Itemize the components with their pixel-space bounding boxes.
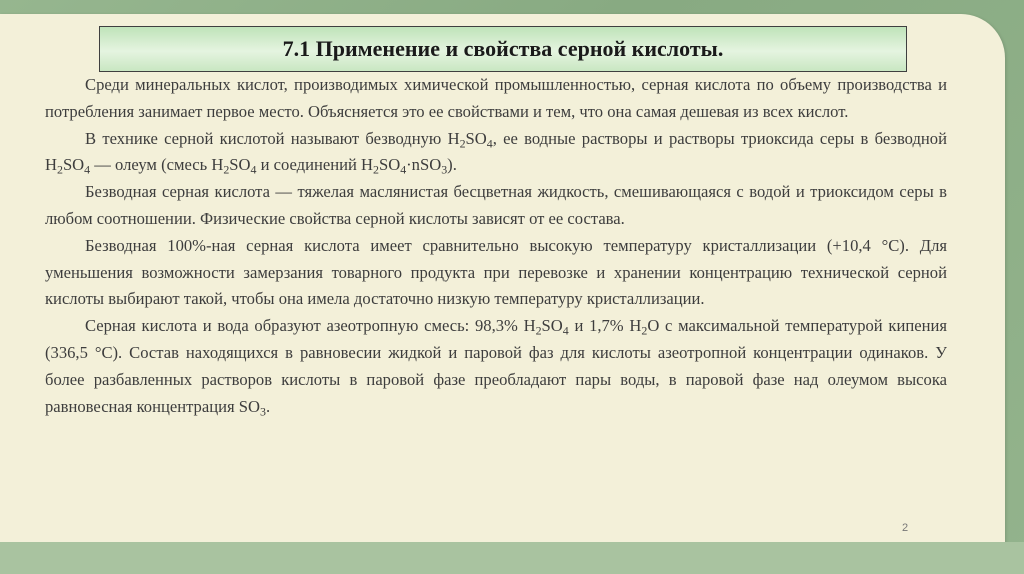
paragraph-5: [45, 313, 947, 420]
subscript: 2: [56, 162, 63, 177]
text-run: .: [265, 396, 271, 416]
text-run: и 1,7% H: [568, 316, 642, 336]
text-run: Серная кислота и вода образуют азеотропную смесь: 98,3% H: [85, 316, 536, 336]
subscript: 4: [250, 162, 257, 177]
bottom-band: [0, 542, 1024, 574]
subscript: 2: [641, 323, 648, 338]
slide-body: [45, 72, 947, 420]
text-run: , ее водные растворы и растворы триоксида серы в безводной H: [45, 128, 947, 175]
subscript: 4: [84, 162, 91, 177]
text-run: ).: [447, 155, 457, 175]
text-run: O с максимальной температурой кипения (336,5 °С). Состав находящихся в равновесии жидкой и паровой фаз для кислоты азеотропной концентрации одинаков. У более разбавленных растворов кислоты в паровой фазе преобладают пары воды, в паровой фазе над олеумом высока равновесная концентрация SO: [45, 316, 947, 416]
paragraph-4: Безводная 100%-ная серная кислота имеет сравнительно высокую температуру кристаллизации (+10,4 °С). Для уменьшения возможности замерзания товарного продукта при перевозке и хранении концентрацию технической серной кислоты выбирают такой, чтобы она имела достаточно низкую температуру кристаллизации.: [45, 235, 947, 309]
paragraph-2: [45, 126, 947, 180]
subscript: 2: [373, 162, 379, 177]
subscript: 4: [562, 323, 569, 338]
text-run: SO: [62, 155, 85, 175]
slide-title: 7.1 Применение и свойства серной кислоты.: [282, 36, 724, 61]
text-run: SO: [541, 316, 563, 336]
subscript: 3: [259, 404, 266, 419]
paragraph-1: Среди минеральных кислот, производимых химической промышленностью, серная кислота по объему производства и потребления занимает первое место. Объясняется это ее свойствами и тем, что она самая дешевая из всех кислот.: [45, 75, 947, 121]
subscript: 2: [223, 162, 230, 177]
paragraph-3: Безводная серная кислота — тяжелая маслянистая бесцветная жидкость, смешивающаяся с водой и триоксидом серы в любом соотношении. Физические свойства серной кислоты зависят от ее состава.: [45, 182, 947, 228]
subscript: 2: [535, 323, 542, 338]
text-run: — олеум (смесь H: [90, 155, 224, 175]
text-run: SO: [378, 155, 401, 175]
page-number: 2: [902, 522, 909, 534]
subscript: 4: [486, 136, 493, 151]
title-box: [99, 26, 907, 72]
subscript: 4: [400, 162, 407, 177]
text-run: SO: [229, 155, 251, 175]
subscript: 3: [441, 162, 448, 177]
text-run: В технике серной кислотой называют безводную H: [85, 128, 460, 148]
text-run: ·nSO: [406, 155, 442, 175]
text-run: SO: [465, 128, 487, 148]
text-run: и соединений H: [256, 155, 373, 175]
subscript: 2: [459, 136, 466, 151]
